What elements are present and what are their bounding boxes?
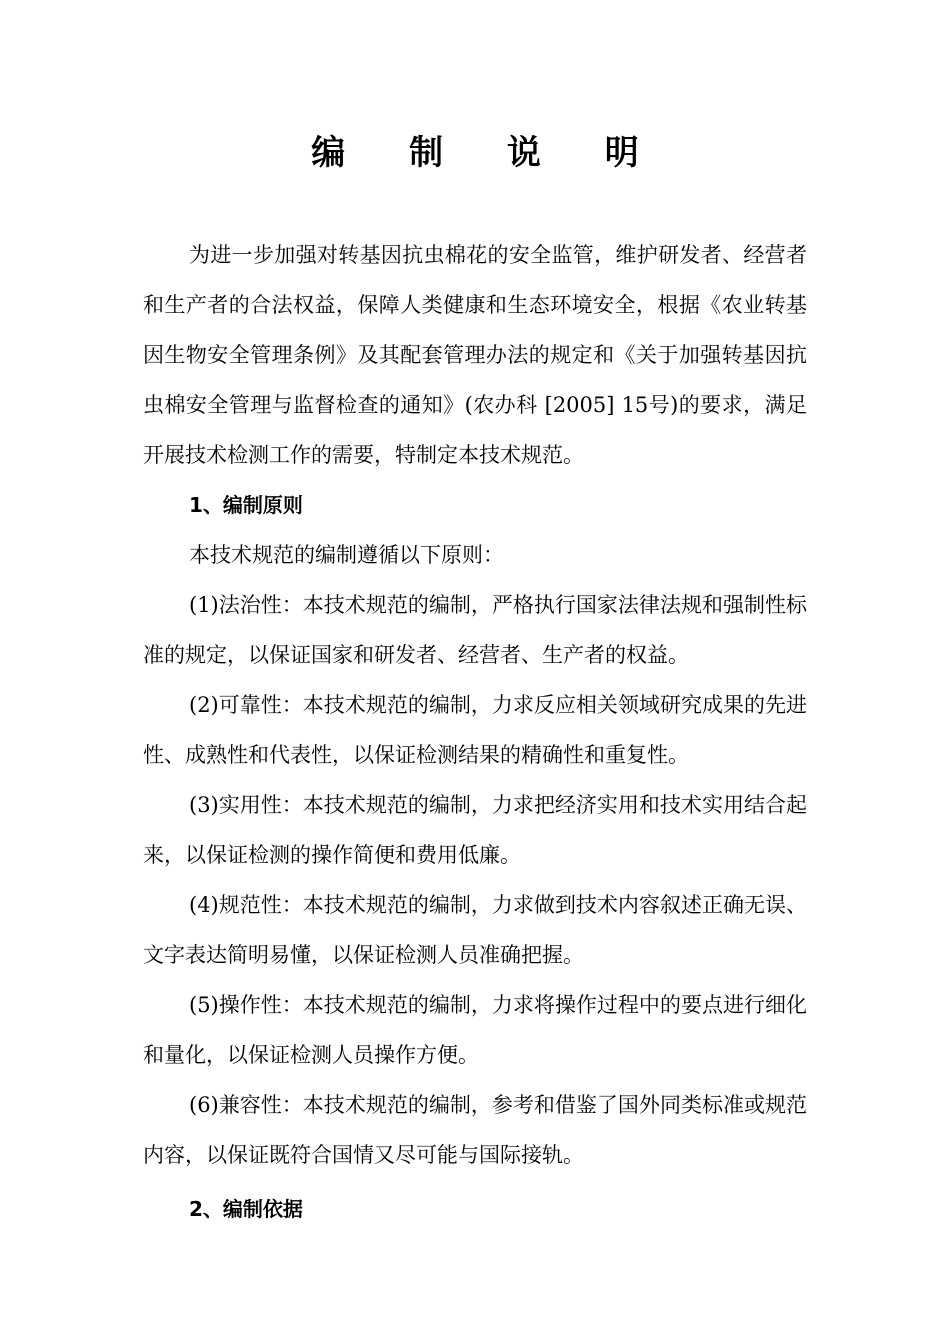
intro-paragraph: 为进一步加强对转基因抗虫棉花的安全监管，维护研发者、经营者和生产者的合法权益，保障人类健康和生态环境安全，根据《农业转基因生物安全管理条例》及其配套管理办法的规定和《关于加强转基因抗虫棉安全管理与监督检查的通知》(农办科 [2005] 15号)的要求，满足开展技术检测工作的需要，特制定本技术规范。: [143, 243, 807, 467]
principle-item: (2)可靠性：本技术规范的编制，力求反应相关领域研究成果的先进性、成熟性和代表性，以保证检测结果的精确性和重复性。: [143, 693, 807, 767]
principles-lead: 本技术规范的编制遵循以下原则：: [189, 543, 504, 567]
document-body: [143, 230, 807, 1234]
principle-item: (4)规范性：本技术规范的编制，力求做到技术内容叙述正确无误、文字表达简明易懂，以保证检测人员准确把握。: [143, 893, 807, 967]
section-heading-basis: 2、编制依据: [189, 1197, 303, 1221]
principle-item: (1)法治性：本技术规范的编制，严格执行国家法律法规和强制性标准的规定，以保证国家和研发者、经营者、生产者的权益。: [143, 593, 807, 667]
principle-item: (6)兼容性：本技术规范的编制，参考和借鉴了国外同类标准或规范内容，以保证既符合国情又尽可能与国际接轨。: [143, 1093, 807, 1167]
principle-item: (3)实用性：本技术规范的编制，力求把经济实用和技术实用结合起来，以保证检测的操作简便和费用低廉。: [143, 793, 807, 867]
page-title: 编 制 说 明: [311, 133, 665, 173]
principle-item: (5)操作性：本技术规范的编制，力求将操作过程中的要点进行细化和量化，以保证检测人员操作方便。: [143, 993, 807, 1067]
section-heading-principles: 1、编制原则: [189, 493, 303, 517]
